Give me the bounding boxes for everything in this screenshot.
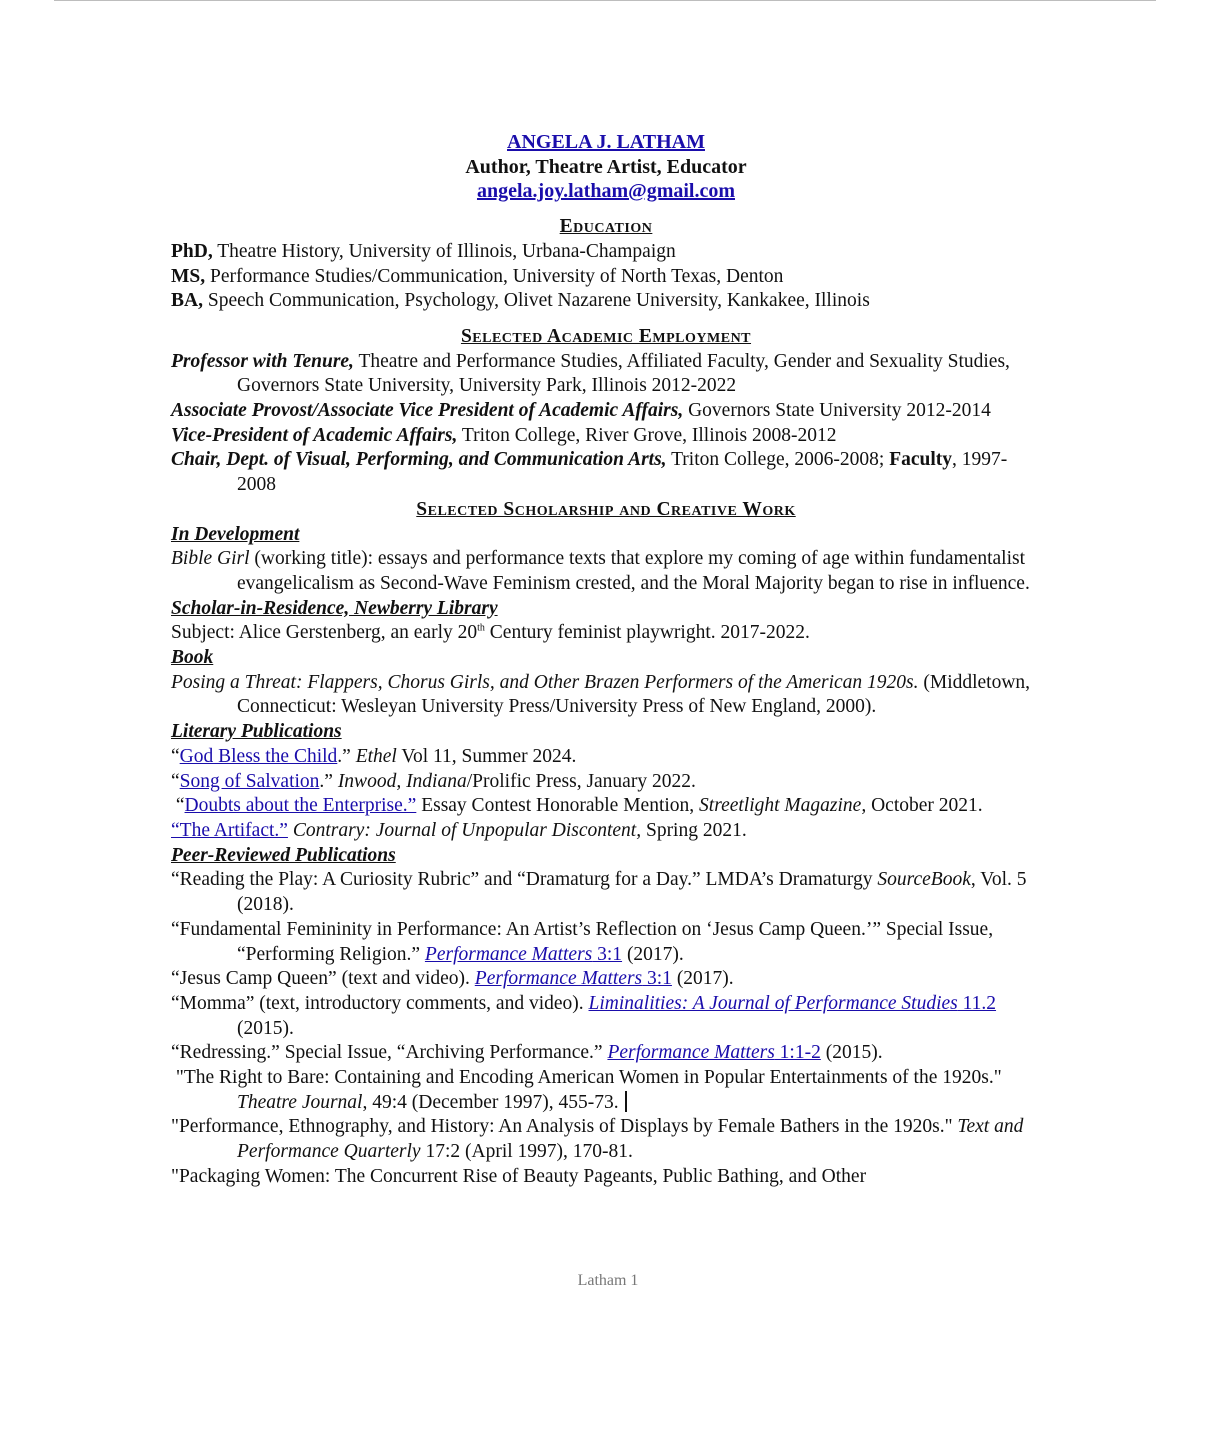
employment-item: Chair, Dept. of Visual, Performing, and Communication Arts, Triton College, 2006-2008; Faculty, 1997-2008 — [171, 449, 1008, 496]
publication-link[interactable]: Doubts about the Enterprise.” — [184, 795, 417, 817]
author-name-link[interactable]: ANGELA J. LATHAM — [507, 131, 705, 153]
document-body[interactable] — [171, 127, 1041, 1190]
peer-item: "The Right to Bare: Containing and Encoding American Women in Popular Entertainments of the 1920s." Theatre Journal, 49:4 (December 1997), 455-73. — [171, 1067, 1007, 1113]
subheading-peer-reviewed: Peer-Reviewed Publications — [171, 844, 396, 866]
section-employment-heading: Selected Academic Employment — [460, 325, 752, 347]
literary-item: “Song of Salvation.” Inwood, Indiana/Prolific Press, January 2022. — [171, 770, 696, 792]
author-subtitle: Author, Theatre Artist, Educator — [465, 155, 747, 178]
section-education-heading: Education — [559, 216, 653, 238]
journal-link[interactable]: Performance Matters 1:1-2 — [607, 1042, 821, 1064]
employment-item: Vice-President of Academic Affairs, Triton College, River Grove, Illinois 2008-2012 — [171, 424, 837, 446]
literary-item: “The Artifact.” Contrary: Journal of Unpopular Discontent, Spring 2021. — [171, 819, 747, 841]
education-item: MS, Performance Studies/Communication, University of North Texas, Denton — [171, 265, 784, 287]
subheading-residence: Scholar-in-Residence, Newberry Library — [171, 597, 498, 619]
book-item: Posing a Threat: Flappers, Chorus Girls, and Other Brazen Performers of the American 1920s. (Middletown, Connecticut: Wesleyan University Press/University Press of New England, 2000). — [171, 671, 1031, 718]
section-scholarship-heading: Selected Scholarship and Creative Work — [416, 498, 796, 520]
publication-link[interactable]: Song of Salvation — [179, 770, 320, 792]
peer-item: “Momma” (text, introductory comments, and video). Liminalities: A Journal of Performance Studies 11.2 (2015). — [171, 992, 997, 1039]
publication-link[interactable]: “The Artifact.” — [171, 819, 288, 841]
literary-item: “Doubts about the Enterprise.” Essay Contest Honorable Mention, Streetlight Magazine, October 2021. — [171, 795, 983, 817]
education-item: BA, Speech Communication, Psychology, Olivet Nazarene University, Kankakee, Illinois — [171, 290, 870, 312]
text-cursor — [625, 1091, 627, 1112]
page-top-divider — [54, 0, 1156, 1]
peer-item: "Performance, Ethnography, and History: An Analysis of Displays by Female Bathers in the 1920s." Text and Performance Quarterly 17:2 (April 1997), 170-81. — [171, 1116, 1024, 1163]
subheading-book: Book — [171, 647, 214, 669]
email-link[interactable]: angela.joy.latham@gmail.com — [476, 180, 736, 203]
peer-item: “Reading the Play: A Curiosity Rubric” and “Dramaturg for a Day.” LMDA’s Dramaturgy SourceBook, Vol. 5 (2018). — [171, 869, 1027, 916]
peer-item: “Fundamental Femininity in Performance: An Artist’s Reflection on ‘Jesus Camp Queen.’” Special Issue, “Performing Religion.” Performance Matters 3:1 (2017). — [171, 918, 994, 965]
employment-item: Professor with Tenure, Theatre and Performance Studies, Affiliated Faculty, Gender and Sexuality Studies, Governors State University, University Park, Illinois 2012-2022 — [171, 350, 1010, 397]
residence-item: Subject: Alice Gerstenberg, an early 20th Century feminist playwright. 2017-2022. — [171, 622, 810, 644]
publication-link[interactable]: God Bless the Child — [179, 745, 338, 767]
journal-link[interactable]: Liminalities: A Journal of Performance Studies 11.2 — [588, 992, 997, 1014]
employment-item: Associate Provost/Associate Vice President of Academic Affairs, Governors State University 2012-2014 — [171, 400, 991, 422]
education-item: PhD, Theatre History, University of Illinois, Urbana-Champaign — [171, 240, 676, 262]
literary-item: “God Bless the Child.” Ethel Vol 11, Summer 2024. — [171, 745, 577, 767]
peer-item: "Packaging Women: The Concurrent Rise of Beauty Pageants, Public Bathing, and Other — [171, 1165, 867, 1187]
journal-link[interactable]: Performance Matters 3:1 — [474, 968, 672, 990]
development-item: Bible Girl (working title): essays and performance texts that explore my coming of age within fundamentalist evangelicalism as Second-Wave Feminism crested, and the Moral Majority began to rise in influence. — [171, 548, 1030, 594]
subheading-literary: Literary Publications — [171, 721, 342, 743]
journal-link[interactable]: Performance Matters 3:1 — [424, 943, 623, 965]
author-name — [171, 130, 1041, 155]
peer-item: “Redressing.” Special Issue, “Archiving Performance.” Performance Matters 1:1-2 (2015). — [171, 1042, 883, 1064]
peer-item: “Jesus Camp Queen” (text and video). Performance Matters 3:1 (2017). — [171, 968, 734, 990]
author-email — [171, 179, 1041, 204]
page-footer: Latham 1 — [577, 1272, 639, 1289]
subheading-in-development: In Development — [171, 523, 300, 545]
